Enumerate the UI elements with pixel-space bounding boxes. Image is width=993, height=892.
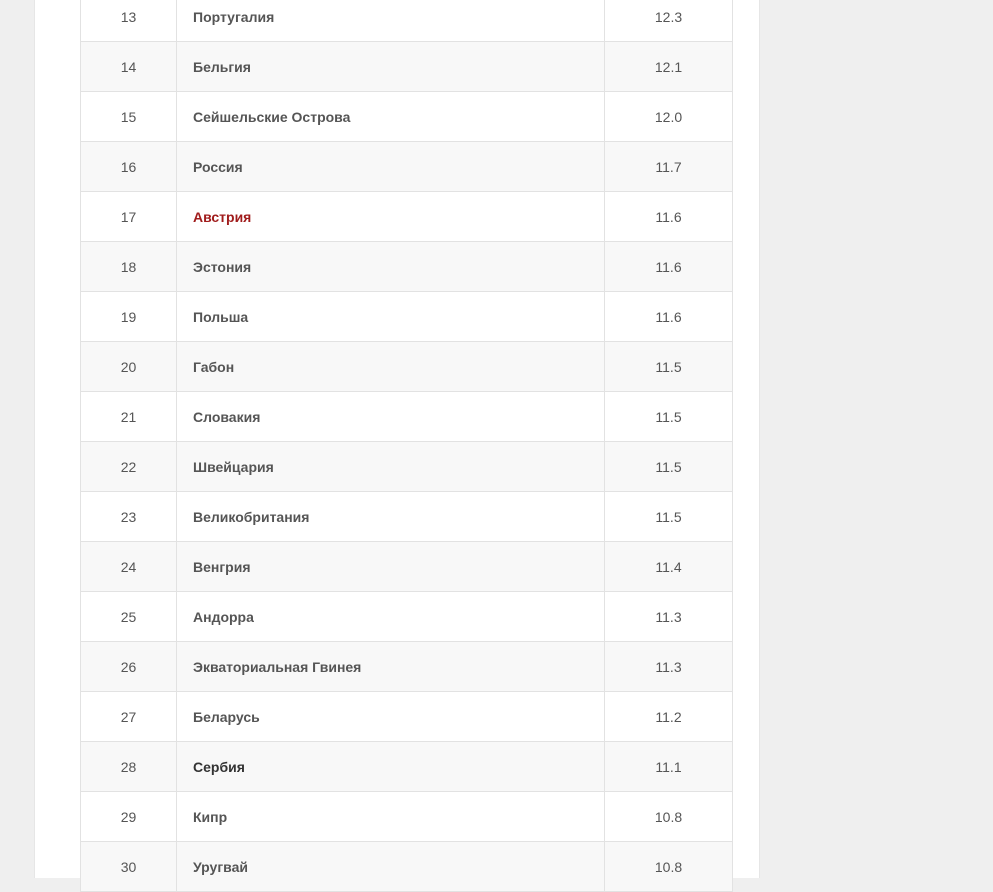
- country-cell: Бельгия: [177, 42, 605, 92]
- rank-cell: 15: [81, 92, 177, 142]
- country-cell: Эстония: [177, 242, 605, 292]
- ranking-table-body: [81, 0, 733, 892]
- table-row: [81, 442, 733, 492]
- country-cell: Андорра: [177, 592, 605, 642]
- ranking-table: [80, 0, 733, 892]
- country-cell: Беларусь: [177, 692, 605, 742]
- table-row: [81, 192, 733, 242]
- value-cell: 11.5: [605, 392, 733, 442]
- table-row: [81, 592, 733, 642]
- rank-cell: 24: [81, 542, 177, 592]
- country-cell: Сербия: [177, 742, 605, 792]
- value-cell: 11.6: [605, 292, 733, 342]
- table-row: [81, 792, 733, 842]
- country-cell: Экваториальная Гвинея: [177, 642, 605, 692]
- value-cell: 12.0: [605, 92, 733, 142]
- table-row: [81, 642, 733, 692]
- country-cell: Португалия: [177, 0, 605, 42]
- rank-cell: 20: [81, 342, 177, 392]
- country-cell: Сейшельские Острова: [177, 92, 605, 142]
- rank-cell: 23: [81, 492, 177, 542]
- rank-cell: 16: [81, 142, 177, 192]
- value-cell: 11.2: [605, 692, 733, 742]
- country-cell: Кипр: [177, 792, 605, 842]
- rank-cell: 14: [81, 42, 177, 92]
- table-row: [81, 292, 733, 342]
- table-row: [81, 42, 733, 92]
- rank-cell: 26: [81, 642, 177, 692]
- value-cell: 12.1: [605, 42, 733, 92]
- country-cell: Словакия: [177, 392, 605, 442]
- table-row: [81, 0, 733, 42]
- table-row: [81, 542, 733, 592]
- country-cell: Габон: [177, 342, 605, 392]
- table-row: [81, 492, 733, 542]
- value-cell: 10.8: [605, 842, 733, 892]
- value-cell: 11.4: [605, 542, 733, 592]
- rank-cell: 27: [81, 692, 177, 742]
- value-cell: 11.1: [605, 742, 733, 792]
- table-row: [81, 392, 733, 442]
- rank-cell: 29: [81, 792, 177, 842]
- rank-cell: 25: [81, 592, 177, 642]
- content-column: [34, 0, 760, 878]
- value-cell: 11.5: [605, 492, 733, 542]
- rank-cell: 28: [81, 742, 177, 792]
- rank-cell: 17: [81, 192, 177, 242]
- rank-cell: 30: [81, 842, 177, 892]
- value-cell: 10.8: [605, 792, 733, 842]
- table-row: [81, 342, 733, 392]
- value-cell: 12.3: [605, 0, 733, 42]
- value-cell: 11.5: [605, 442, 733, 492]
- rank-cell: 22: [81, 442, 177, 492]
- value-cell: 11.3: [605, 592, 733, 642]
- rank-cell: 19: [81, 292, 177, 342]
- table-row: [81, 692, 733, 742]
- rank-cell: 21: [81, 392, 177, 442]
- value-cell: 11.6: [605, 192, 733, 242]
- table-row: [81, 842, 733, 892]
- value-cell: 11.3: [605, 642, 733, 692]
- table-row: [81, 242, 733, 292]
- country-cell: Великобритания: [177, 492, 605, 542]
- country-cell: Швейцария: [177, 442, 605, 492]
- country-cell: Венгрия: [177, 542, 605, 592]
- table-row: [81, 142, 733, 192]
- country-cell: Россия: [177, 142, 605, 192]
- table-row: [81, 92, 733, 142]
- rank-cell: 18: [81, 242, 177, 292]
- country-link[interactable]: Австрия: [177, 192, 605, 242]
- country-cell: Польша: [177, 292, 605, 342]
- rank-cell: 13: [81, 0, 177, 42]
- value-cell: 11.5: [605, 342, 733, 392]
- value-cell: 11.7: [605, 142, 733, 192]
- table-row: [81, 742, 733, 792]
- value-cell: 11.6: [605, 242, 733, 292]
- ranking-table-wrapper: [80, 0, 716, 892]
- country-cell: Уругвай: [177, 842, 605, 892]
